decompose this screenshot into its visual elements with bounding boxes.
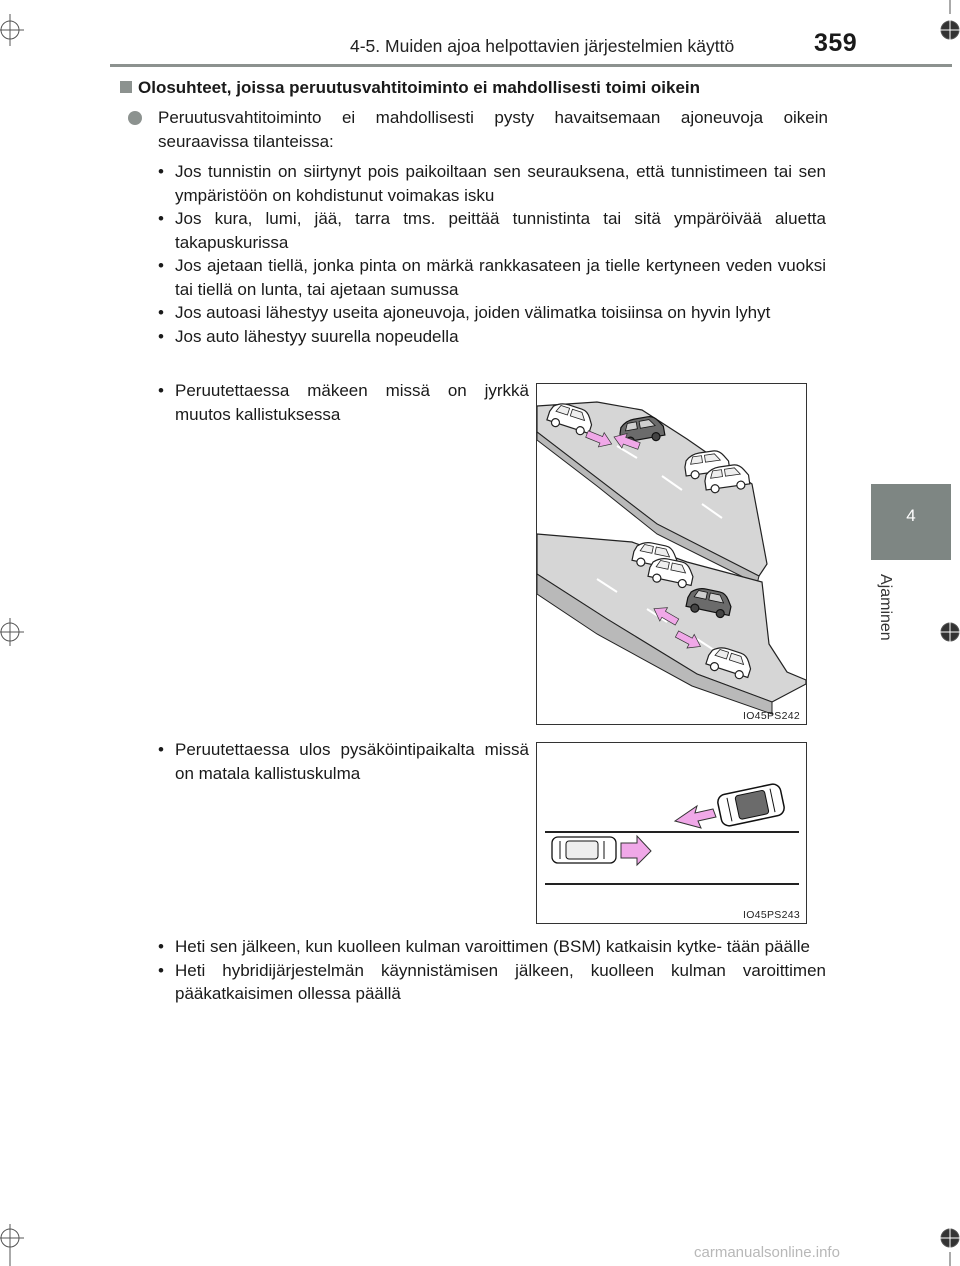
crop-mark-top-left bbox=[0, 0, 40, 60]
list-item: • Heti sen jälkeen, kun kuolleen kulman varoittimen (BSM) katkaisin kytke- tään päälle bbox=[158, 935, 826, 959]
list-item: • Jos autoasi lähestyy useita ajoneuvoja, joiden välimatka toisiinsa on hyvin lyhyt bbox=[158, 301, 826, 325]
section-heading bbox=[120, 78, 840, 98]
list-item-parking: • Peruutettaessa ulos pysäköintipaikalta missä on matala kallistuskulma bbox=[158, 738, 529, 785]
crop-mark-mid-right bbox=[920, 612, 960, 652]
figure-code: IO45PS242 bbox=[743, 710, 800, 722]
chapter-tab bbox=[871, 484, 951, 560]
list-item: • Heti hybridijärjestelmän käynnistämisen jälkeen, kuolleen kulman varoittimen pääkatkaisimen ollessa päällä bbox=[158, 959, 826, 1006]
lead-text: Peruutusvahtitoiminto ei mahdollisesti pysty havaitsemaan ajoneuvoja oikein seuraavissa tilanteissa: bbox=[158, 108, 828, 151]
chapter-label: Ajaminen bbox=[877, 574, 894, 641]
figure-hill-reversing bbox=[536, 383, 807, 725]
list-item: • Jos auto lähestyy suurella nopeudella bbox=[158, 325, 826, 349]
figure-parking-exit bbox=[536, 742, 807, 924]
footer-watermark: carmanualsonline.info bbox=[694, 1244, 840, 1261]
chapter-label-wrap bbox=[872, 574, 902, 654]
chapter-number: 4 bbox=[906, 506, 916, 525]
list-item: • Jos kura, lumi, jää, tarra tms. peittää tunnistinta tai sitä ympäröivää aluetta takapuskurissa bbox=[158, 207, 826, 254]
section-title: 4-5. Muiden ajoa helpottavien järjestelmien käyttö bbox=[350, 36, 735, 56]
list-item-hill: • Peruutettaessa mäkeen missä on jyrkkä muutos kallistuksessa bbox=[158, 379, 529, 426]
header-divider bbox=[110, 64, 952, 67]
list-item: • Jos tunnistin on siirtynyt pois paikoiltaan sen seurauksena, että tunnistimeen tai sen ympäristöön on kohdistunut voimakas isku bbox=[158, 160, 826, 207]
list-item: • Jos ajetaan tiellä, jonka pinta on märkä rankkasateen ja tielle kertyneen veden vuoksi tai tiellä on lunta, tai ajetaan sumussa bbox=[158, 254, 826, 301]
crop-mark-bottom-left bbox=[0, 1218, 40, 1266]
crop-mark-top-right bbox=[920, 0, 960, 60]
square-bullet-icon bbox=[120, 81, 132, 93]
page-number: 359 bbox=[814, 29, 858, 57]
parking-illustration bbox=[537, 743, 806, 923]
figure-code: IO45PS243 bbox=[743, 909, 800, 921]
section-heading-text: Olosuhteet, joissa peruutusvahtitoiminto ei mahdollisesti toimi oikein bbox=[138, 78, 701, 97]
condition-list-continued bbox=[158, 935, 826, 1006]
lead-paragraph bbox=[128, 106, 828, 154]
circle-bullet-icon bbox=[128, 111, 142, 125]
hill-illustration bbox=[537, 384, 806, 724]
crop-mark-bottom-right bbox=[920, 1218, 960, 1266]
crop-mark-mid-left bbox=[0, 612, 40, 652]
condition-list bbox=[158, 160, 826, 348]
